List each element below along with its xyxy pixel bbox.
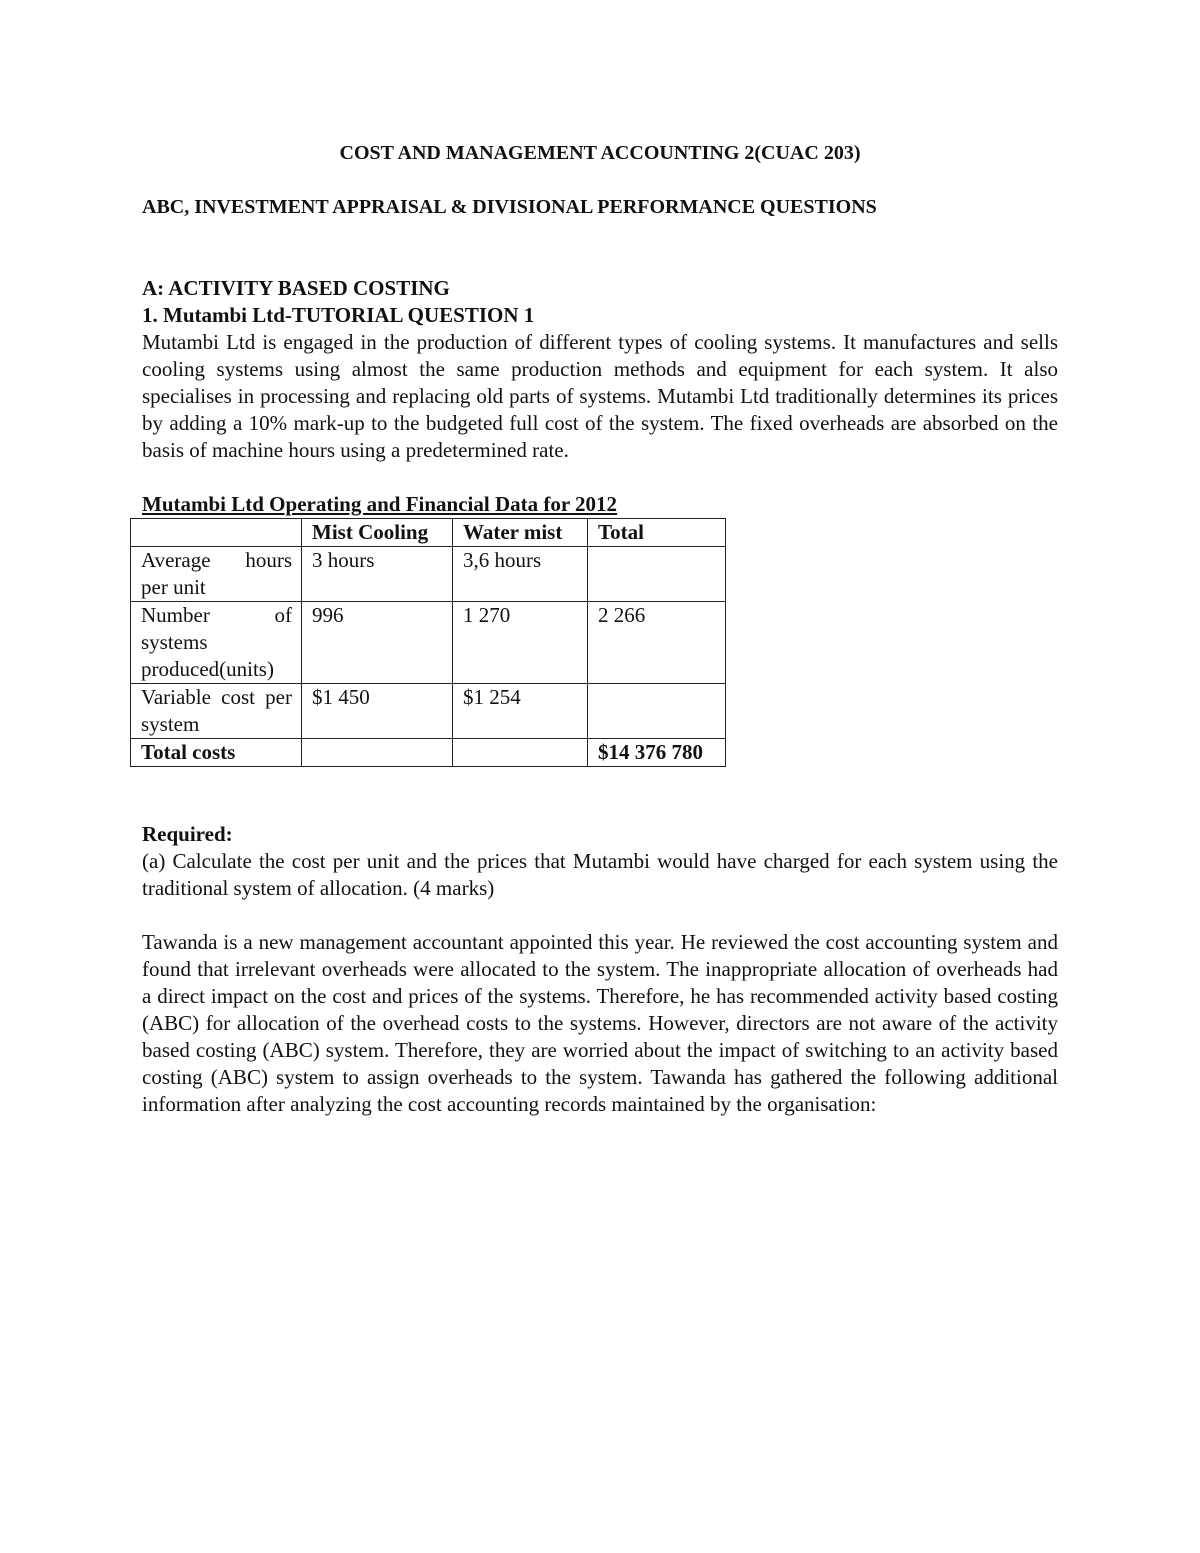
row-label [131,547,302,602]
document-title: COST AND MANAGEMENT ACCOUNTING 2(CUAC 203) [339,142,861,164]
row-label [131,684,302,739]
document-subtitle: ABC, INVESTMENT APPRAISAL & DIVISIONAL PERFORMANCE QUESTIONS [142,196,877,218]
financial-data-table [130,518,726,767]
total-cost-value: $14 376 780 [588,739,726,767]
table-cell [588,547,726,602]
table-cell [588,684,726,739]
intro-paragraph: Mutambi Ltd is engaged in the production of different types of cooling systems. It manufactures and sells cooling systems using almost the same production methods and equipment for each system. It also specialises in processing and replacing old parts of systems. Mutambi Ltd traditionally determines its prices by adding a 10% mark-up to the budgeted full cost of the system. The fixed overheads are absorbed on the basis of machine hours using a predetermined rate. [142,330,1058,462]
table-header-cell: Total [588,519,726,547]
table-title: Mutambi Ltd Operating and Financial Data for 2012 [142,492,618,516]
row-label-text: Average hours per unit [141,548,292,599]
document-page [142,140,1058,1118]
closing-paragraph: Tawanda is a new management accountant appointed this year. He reviewed the cost accounting system and found that irrelevant overheads were allocated to the system. The inappropriate allocation of overheads had a direct impact on the cost and prices of the systems. Therefore, he has recommended activity based costing (ABC) for allocation of the overhead costs to the systems. However, directors are not aware of the activity based costing (ABC) system. Therefore, they are worried about the impact of switching to an activity based costing (ABC) system to assign overheads to the system. Tawanda has gathered the following additional information after analyzing the cost accounting records maintained by the organisation: [142,930,1058,1116]
table-cell: $1 254 [453,684,588,739]
table-header-row [131,519,726,547]
table-cell [302,739,453,767]
row-label [131,602,302,684]
table-row [131,602,726,684]
table-cell: 3 hours [302,547,453,602]
table-cell: 996 [302,602,453,684]
required-heading: Required: [142,822,233,846]
table-header-cell [131,519,302,547]
table-row [131,547,726,602]
row-label-text: Variable cost per system [141,685,292,736]
table-cell: 3,6 hours [453,547,588,602]
table-cell: $1 450 [302,684,453,739]
table-cell [453,739,588,767]
table-row [131,684,726,739]
table-header-cell: Mist Cooling [302,519,453,547]
total-row-label: Total costs [131,739,302,767]
table-cell: 2 266 [588,602,726,684]
question-heading: 1. Mutambi Ltd-TUTORIAL QUESTION 1 [142,303,535,327]
required-part-a: (a) Calculate the cost per unit and the prices that Mutambi would have charged for each system using the traditional system of allocation. (4 marks) [142,849,1058,900]
row-label-text: Number of systems produced(units) [141,603,292,681]
table-header-cell: Water mist [453,519,588,547]
table-cell: 1 270 [453,602,588,684]
table-total-row [131,739,726,767]
section-heading: A: ACTIVITY BASED COSTING [142,276,450,300]
